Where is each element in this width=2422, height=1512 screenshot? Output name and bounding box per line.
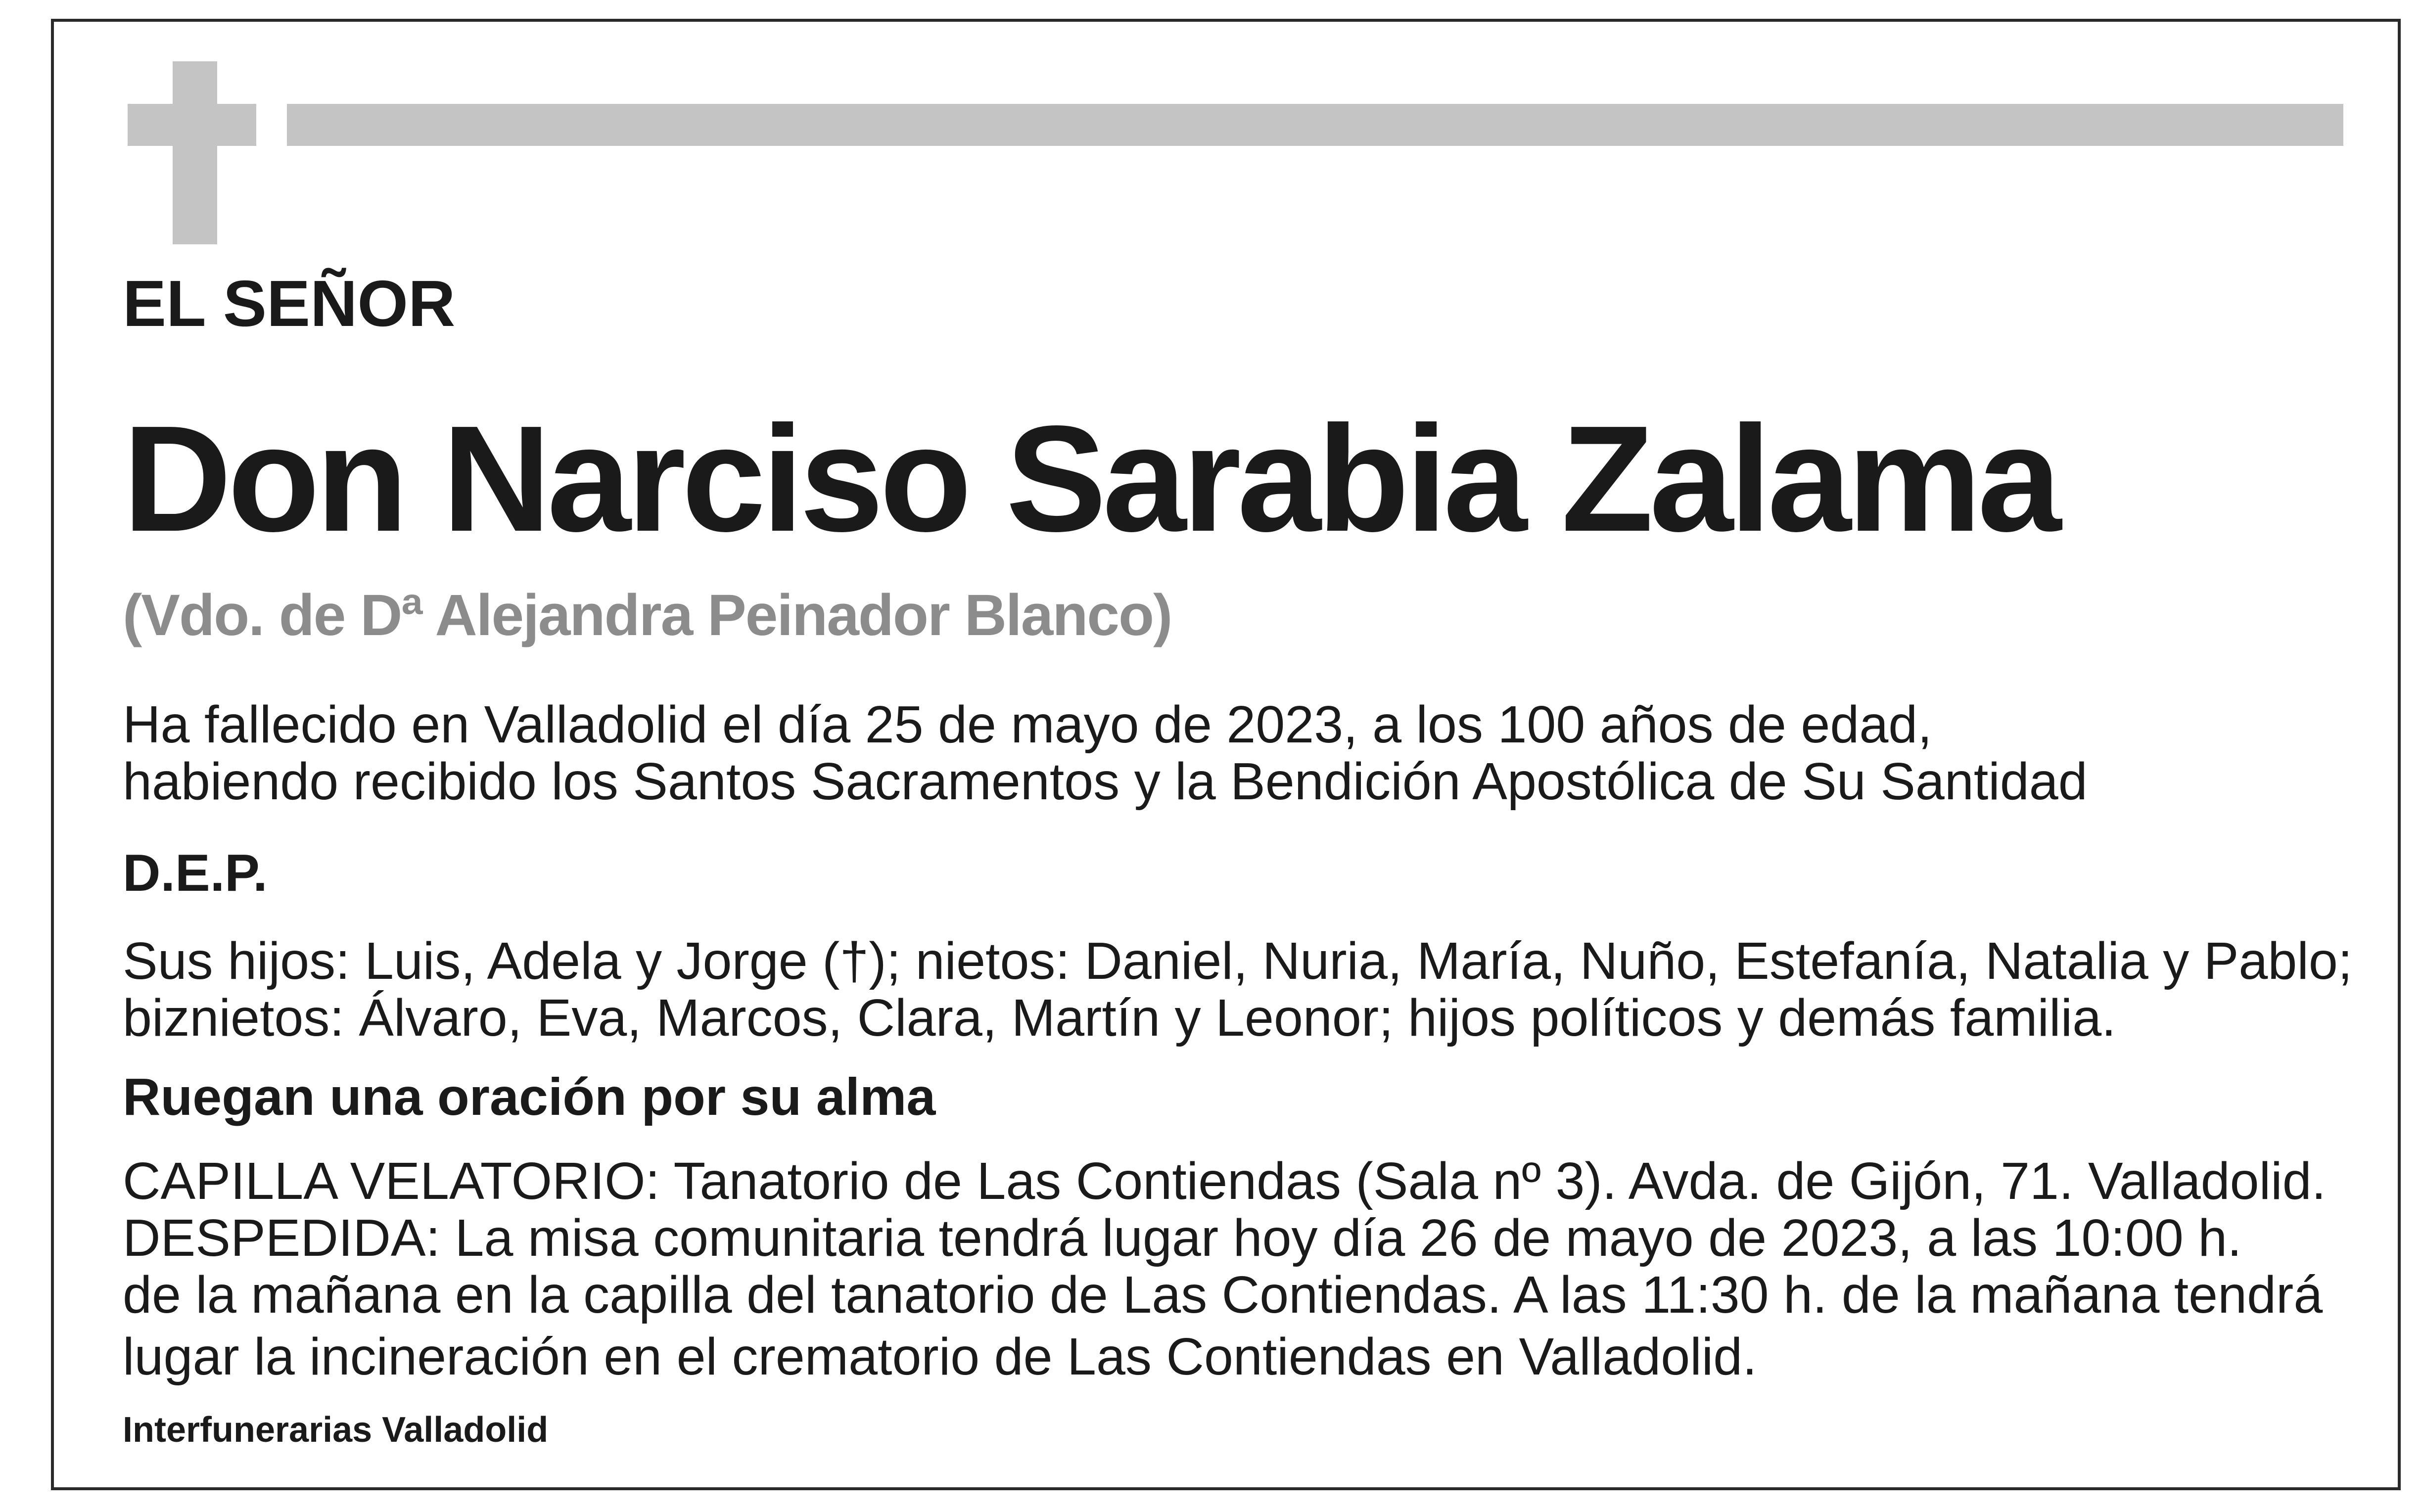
ceremony-line: CAPILLA VELATORIO: Tanatorio de Las Contiendas (Sala nº 3). Avda. de Gijón, 71. Valladolid.	[123, 1152, 2327, 1210]
death-announcement-line: habiendo recibido los Santos Sacramentos y la Bendición Apostólica de Su Santidad	[123, 752, 2088, 811]
funeral-home: Interfunerarias Valladolid	[123, 1410, 549, 1450]
cross-icon	[173, 61, 217, 244]
family-line: biznietos: Álvaro, Eva, Marcos, Clara, Martín y Leonor; hijos políticos y demás familia.	[123, 989, 2116, 1047]
family-line: Sus hijos: Luis, Adela y Jorge (†); nietos: Daniel, Nuria, María, Nuño, Estefanía, Natalia y Pablo;	[123, 932, 2353, 990]
cross-icon-arm	[128, 104, 256, 146]
death-announcement-line: Ha fallecido en Valladolid el día 25 de mayo de 2023, a los 100 años de edad,	[123, 695, 1932, 754]
widow-of: (Vdo. de Dª Alejandra Peinador Blanco)	[123, 583, 1172, 648]
deceased-name: Don Narciso Sarabia Zalama	[123, 394, 2058, 563]
prayer-request: Ruegan una oración por su alma	[123, 1068, 936, 1126]
ceremony-line: de la mañana en la capilla del tanatorio de Las Contiendas. A las 11:30 h. de la mañana tendrá	[123, 1266, 2323, 1324]
rip-label: D.E.P.	[123, 844, 268, 902]
ceremony-line: lugar la incineración en el crematorio de Las Contiendas en Valladolid.	[123, 1328, 1757, 1386]
honorific: EL SEÑOR	[123, 267, 456, 340]
header-divider-bar	[287, 104, 2343, 146]
ceremony-line: DESPEDIDA: La misa comunitaria tendrá lugar hoy día 26 de mayo de 2023, a las 10:00 h.	[123, 1209, 2242, 1267]
